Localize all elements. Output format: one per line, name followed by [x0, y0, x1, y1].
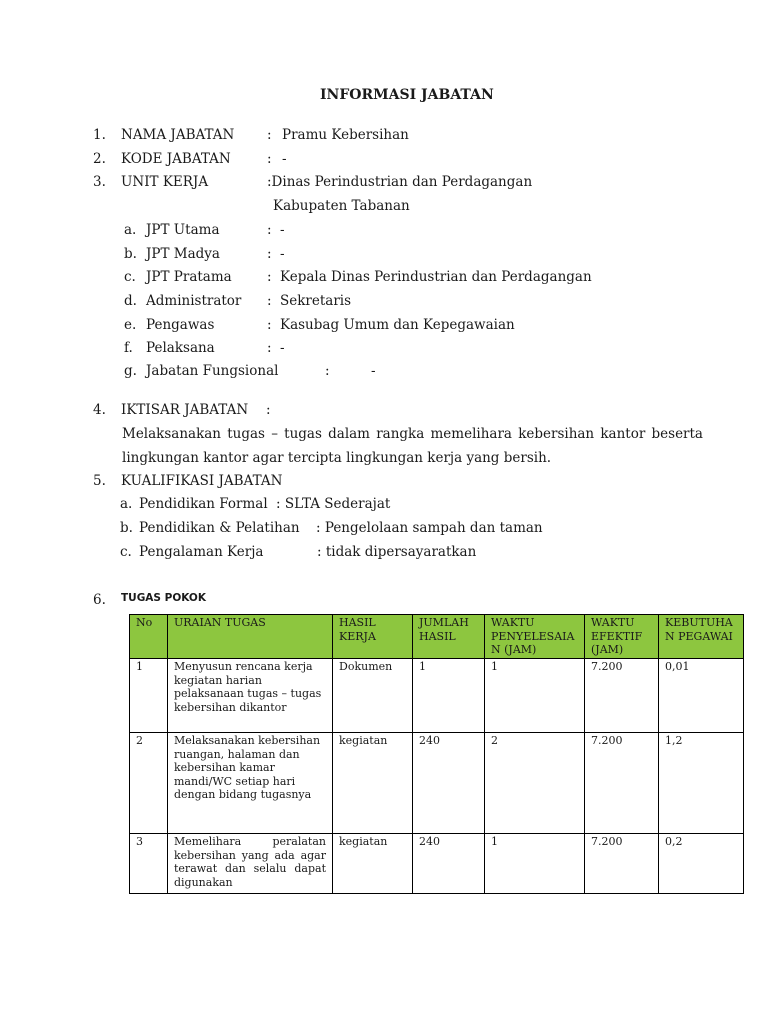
sub-letter: d. [124, 293, 137, 309]
nama-jabatan-value: Pramu Kebersihan [282, 127, 409, 143]
column-header: WAKTU EFEKTIF (JAM) [585, 615, 659, 659]
table-cell: 2 [485, 733, 585, 834]
table-cell: 0,2 [659, 834, 744, 894]
unit-kerja-value-line2: Kabupaten Tabanan [273, 198, 410, 214]
separator: : [267, 269, 272, 285]
sub-label: JPT Madya [146, 246, 220, 262]
sub-letter: b. [124, 246, 137, 262]
sub-label: JPT Utama [146, 222, 220, 238]
kualifikasi-row-label: Pendidikan & Pelatihan [139, 520, 300, 536]
table-cell: 2 [130, 733, 168, 834]
sub-letter: g. [124, 363, 137, 379]
iktisar-label: IKTISAR JABATAN [121, 402, 249, 418]
column-header: URAIAN TUGAS [168, 615, 333, 659]
kualifikasi-row-value: : tidak dipersayaratkan [317, 544, 477, 560]
kode-jabatan-label: KODE JABATAN [121, 151, 231, 167]
item-number: 2. [93, 151, 106, 167]
table-cell: 3 [130, 834, 168, 894]
sub-value: - [280, 340, 285, 356]
table-cell: 1 [413, 659, 485, 733]
tugas-pokok-label: TUGAS POKOK [121, 592, 206, 604]
sub-value: - [280, 222, 285, 238]
table-cell: 7.200 [585, 834, 659, 894]
sub-letter: b. [120, 520, 133, 536]
sub-letter: a. [124, 222, 137, 238]
sub-letter: f. [124, 340, 133, 356]
table-cell: 240 [413, 834, 485, 894]
table-header-row [130, 615, 744, 659]
item-number: 5. [93, 473, 106, 489]
table-cell: 0,01 [659, 659, 744, 733]
separator: : [267, 151, 272, 167]
kualifikasi-row-value: : Pengelolaan sampah dan taman [316, 520, 543, 536]
table-cell: 1 [485, 834, 585, 894]
column-header: WAKTU PENYELESAIAN (JAM) [485, 615, 585, 659]
table-cell: 1 [485, 659, 585, 733]
kualifikasi-label: KUALIFIKASI JABATAN [121, 473, 283, 489]
table-cell: kegiatan [333, 834, 413, 894]
table-cell: 240 [413, 733, 485, 834]
table-cell: Melaksanakan kebersihan ruangan, halaman dan kebersihan kamar mandi/WC setiap hari dengan bidang tugasnya [168, 733, 333, 834]
separator: : [266, 402, 271, 418]
separator: : [267, 317, 272, 333]
sub-label: Pengawas [146, 317, 215, 333]
sub-value: Kasubag Umum dan Kepegawaian [280, 317, 515, 333]
kualifikasi-row-label: Pengalaman Kerja [139, 544, 264, 560]
sub-label: Jabatan Fungsional [146, 363, 279, 379]
page-title: INFORMASI JABATAN [320, 87, 494, 103]
kualifikasi-row-value: : SLTA Sederajat [276, 496, 391, 512]
item-number: 4. [93, 402, 106, 418]
item-number: 3. [93, 174, 106, 190]
item-number: 1. [93, 127, 106, 143]
tugas-pokok-table [129, 614, 744, 894]
iktisar-text-line1: Melaksanakan tugas – tugas dalam rangka memelihara kebersihan kantor beserta [122, 426, 703, 442]
column-header: JUMLAH HASIL [413, 615, 485, 659]
unit-kerja-label: UNIT KERJA [121, 174, 209, 190]
table-cell: 7.200 [585, 659, 659, 733]
table-row [130, 659, 744, 733]
table-cell: Memelihara peralatan kebersihan yang ada agar terawat dan selalu dapat digunakan [168, 834, 333, 894]
sub-letter: e. [124, 317, 137, 333]
table-cell: Dokumen [333, 659, 413, 733]
unit-kerja-value: :Dinas Perindustrian dan Perdagangan [267, 174, 533, 190]
table-cell: 1 [130, 659, 168, 733]
sub-value: - [280, 246, 285, 262]
kualifikasi-row-label: Pendidikan Formal [139, 496, 268, 512]
sub-value: Kepala Dinas Perindustrian dan Perdagangan [280, 269, 592, 285]
nama-jabatan-label: NAMA JABATAN [121, 127, 235, 143]
table-cell: Menyusun rencana kerja kegiatan harian pelaksanaan tugas – tugas kebersihan dikantor [168, 659, 333, 733]
separator: : [325, 363, 330, 379]
separator: : [267, 340, 272, 356]
iktisar-text-line2: lingkungan kantor agar tercipta lingkungan kerja yang bersih. [122, 450, 552, 466]
table-row [130, 733, 744, 834]
sub-letter: a. [120, 496, 133, 512]
sub-label: Administrator [146, 293, 242, 309]
separator: : [267, 293, 272, 309]
item-number: 6. [93, 592, 106, 608]
sub-letter: c. [124, 269, 136, 285]
sub-value: Sekretaris [280, 293, 352, 309]
table-row [130, 834, 744, 894]
column-header: HASIL KERJA [333, 615, 413, 659]
sub-value: - [371, 363, 376, 379]
column-header: KEBUTUHAN PEGAWAI [659, 615, 744, 659]
table-cell: 7.200 [585, 733, 659, 834]
sub-label: JPT Pratama [146, 269, 232, 285]
kode-jabatan-value: - [282, 151, 287, 167]
column-header: No [130, 615, 168, 659]
table-cell: 1,2 [659, 733, 744, 834]
sub-letter: c. [120, 544, 132, 560]
separator: : [267, 127, 272, 143]
separator: : [267, 246, 272, 262]
table-cell: kegiatan [333, 733, 413, 834]
sub-label: Pelaksana [146, 340, 215, 356]
separator: : [267, 222, 272, 238]
